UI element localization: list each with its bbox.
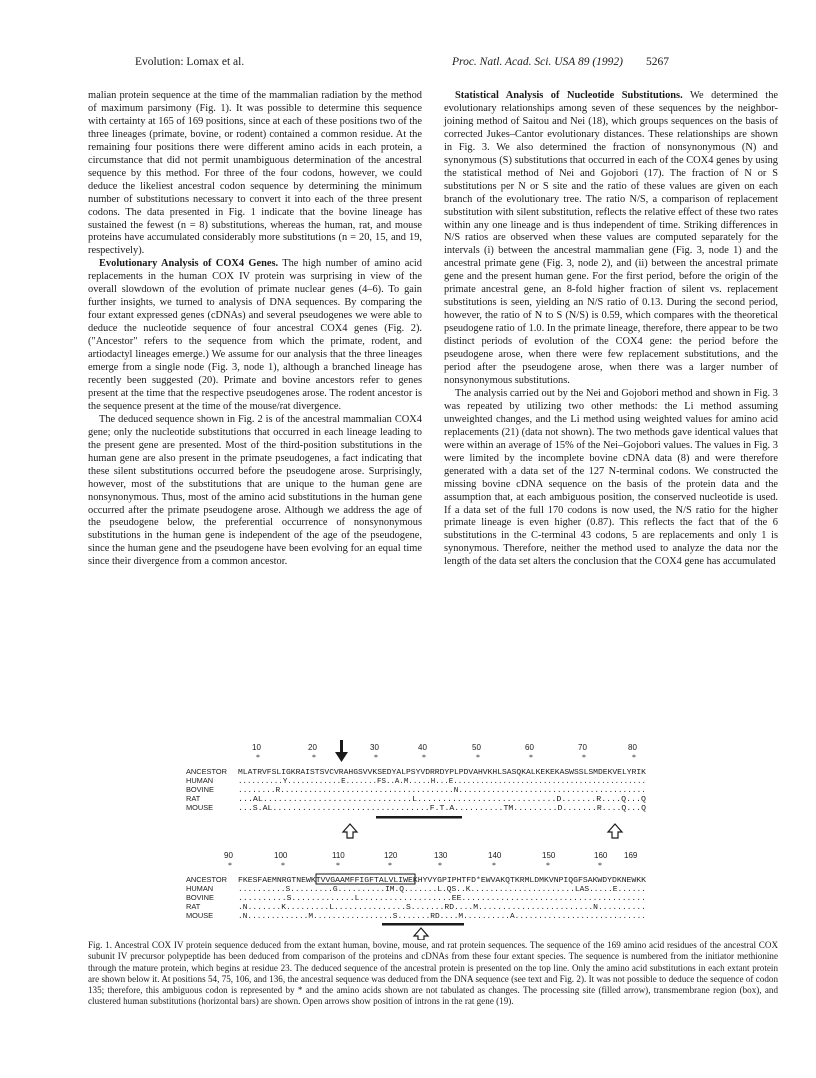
tick-label: 50: [472, 743, 481, 752]
star-mark: *: [228, 861, 232, 870]
sequence-row: .N.......K.........L...............S.......RD....M........................N..........: [238, 904, 646, 912]
star-mark: *: [492, 861, 496, 870]
block2-stars: [228, 861, 602, 870]
row-label: MOUSE: [186, 911, 214, 920]
paragraph: The deduced sequence shown in Fig. 2 is of the ancestral mammalian COX4 gene; only the nucleotide substitutions that occurred in each lineage leading to the present gene are presented. Most of the third-position substitutions in the human gene are also present in the primate pseudogenes, a fact indicating that these silent substitutions occurred before the pseudogene arose. Surprisingly, however, most of the substitutions that are unique to the human gene are nonsynonymous. Thus, most of the amino acid substitutions in the human gene occurred after the primate pseudogene arose. Although we address the age of the pseudogene below, the preferential occurrence of nonsynonymous substitutions in the human gene is independent of the age of the pseudogene, since the human gene and the pseudogene have been evolving for an equal time since their divergence from a common ancestor.: [88, 413, 422, 568]
star-mark: *: [422, 753, 426, 762]
star-mark: *: [632, 753, 636, 762]
sequence-row: ..........S.........G..........IM.Q.......L.QS..K......................LAS.....E......: [238, 886, 646, 894]
row-label: RAT: [186, 794, 201, 803]
processing-site-arrow-icon: [335, 740, 348, 762]
star-mark: *: [336, 861, 340, 870]
block2-labels: [186, 875, 227, 920]
running-header-left: Evolution: Lomax et al.: [135, 56, 245, 68]
tick-label: 120: [384, 851, 398, 860]
sequence-row: ........R.....................................N........................................: [238, 787, 646, 795]
star-mark: *: [374, 753, 378, 762]
tick-label: 100: [274, 851, 288, 860]
block1-labels: [186, 767, 227, 812]
paragraph: [444, 90, 778, 388]
tick-label: 160: [594, 851, 608, 860]
paragraph: [88, 258, 422, 413]
page-number: 5267: [646, 56, 669, 68]
intron-open-arrow-icon: [608, 824, 622, 838]
paragraph-body: The high number of amino acid replacements in the human COX IV protein was surprising in view of the overall slowdown of the evolution of primate nuclear genes (4–6). To gain further insights, we turned to analysis of DNA sequences. By comparing the four extant expressed genes (cDNAs) and several pseudogenes we were able to deduce the nucleotide sequence of four ancestral COX4 genes (Fig. 2). ("Ancestor" refers to the sequence from which the primate, rodent, and artiodactyl lineages emerge.) We assume for our analysis that the three lineages emerge from a single node (Fig. 3, node 1), although a branched lineage has recently been suggested (20). Primate and bovine ancestors refer to genes present at the time that the respective pseudogenes arose. The rodent ancestor is the sequence present at the time of the mouse/rat divergence.: [88, 258, 423, 412]
caption-label: Fig. 1.: [88, 940, 112, 950]
left-column: [88, 90, 422, 569]
row-label: HUMAN: [186, 884, 214, 893]
sequence-row: MLATRVFSLIGKRAISTSVCVRAHGSVVKSEDYALPSYVDRRDYPLPDVAHVKHLSASQKALKEKEKASWSSLSMDEKVELYRIK: [238, 769, 647, 777]
tick-label: 10: [252, 743, 261, 752]
row-label: HUMAN: [186, 776, 214, 785]
section-heading: Statistical Analysis of Nucleotide Substitutions.: [455, 90, 683, 101]
star-mark: *: [256, 753, 260, 762]
tick-label: 90: [224, 851, 233, 860]
star-mark: *: [281, 861, 285, 870]
sequence-row: ...AL..............................L............................D.......R....Q...Q: [238, 796, 647, 804]
star-mark: *: [529, 753, 533, 762]
block1-sequences: [238, 769, 646, 813]
sequence-row: FKESFAEMNRGTNEWKTVVGAAMFFIGFTALVLIWEKHYVYGPIPHTFD*EWVAKQTKRMLDMKVNPIQGFSAKWDYDKNEWKK: [238, 877, 647, 885]
block1-ticks: [252, 743, 637, 752]
star-mark: *: [388, 861, 392, 870]
sequence-row: ..........Y............E.......FS..A.M.....H...E...........................................: [238, 778, 646, 786]
star-mark: *: [312, 753, 316, 762]
tick-label: 80: [628, 743, 637, 752]
row-label: MOUSE: [186, 803, 214, 812]
sequence-row: ..........S.............L...................EE......................................: [238, 895, 646, 903]
sequence-row: .N.............M.................S.......RD....M..........A............................: [238, 913, 646, 921]
row-label: BOVINE: [186, 785, 214, 794]
block2-ticks: [224, 851, 638, 860]
star-mark: *: [546, 861, 550, 870]
row-label: BOVINE: [186, 893, 214, 902]
row-label: ANCESTOR: [186, 875, 227, 884]
star-mark: *: [598, 861, 602, 870]
tick-label: 40: [418, 743, 427, 752]
row-label: RAT: [186, 902, 201, 911]
tick-label: 70: [578, 743, 587, 752]
tick-label: 169: [624, 851, 638, 860]
running-header-journal: Proc. Natl. Acad. Sci. USA 89 (1992): [452, 56, 623, 68]
sequence-row: ...S.AL................................F.T.A..........TM.........D.......R....Q...Q: [238, 805, 647, 813]
intron-open-arrow-icon: [414, 928, 428, 940]
block2-sequences: [238, 877, 646, 921]
star-mark: *: [582, 753, 586, 762]
tick-label: 150: [542, 851, 556, 860]
human-substitution-bar: [376, 816, 462, 819]
caption-text: Ancestral COX IV protein sequence deduced from the extant human, bovine, mouse, and rat protein sequences. The sequence of the 169 amino acid residues of the ancestral COX subunit IV precursor polypeptide has been deduced from comparison of the proteins and cDNAs from these four extant species. The sequence is numbered from the initiator methionine through the mature protein, which begins at residue 23. The deduced sequence of the ancestral protein is presented on the top line. Only the amino acid substitutions in each extant protein are shown below it. At positions 54, 75, 106, and 136, the ancestral sequence was deduced from the DNA sequence (see text and Fig. 2). It was not possible to deduce the sequence of codon 135; therefore, this ambiguous codon is represented by * and the amino acids shown are not tabulated as changes. The processing site (filled arrow), transmembrane region (box), and clustered human substitutions (horizontal bars) are shown. Open arrows show position of introns in the rat gene (19).: [88, 940, 779, 1007]
tick-label: 140: [488, 851, 502, 860]
tick-label: 130: [434, 851, 448, 860]
paragraph: The analysis carried out by the Nei and Gojobori method and shown in Fig. 3 was repeated by utilizing two other methods: the Li method assuming unweighted changes, and the Li method using weighted values for amino acid replacements (21) (data not shown). The two methods gave identical values that were within an average of 15% of the Nei–Gojobori values. The values in Fig. 3 were limited by the incomplete bovine cDNA data (8) and were therefore generated with a data set of the 127 N-terminal codons. We constructed the missing bovine cDNA sequence on the basis of the protein data and the assumption that, at each ambiguous position, the conserved nucleotide is used. If a data set of the full 170 codons is now used, the N/S ratio for the higher primate lineage is even higher (0.87). This reflects the fact that of the 6 substitutions in the C-terminal 43 codons, 5 are replacements and only 1 is synonymous. Therefore, neither the method used to analyze the data nor the length of the data set alters the conclusion that the COX4 gene has accumulated: [444, 387, 778, 568]
figure-caption: [88, 940, 778, 1008]
alignment-svg: [186, 740, 746, 940]
tick-label: 30: [370, 743, 379, 752]
human-substitution-bar: [382, 923, 464, 926]
star-mark: *: [438, 861, 442, 870]
tick-label: 60: [525, 743, 534, 752]
section-heading: Evolutionary Analysis of COX4 Genes.: [99, 258, 279, 270]
tick-label: 110: [332, 851, 345, 860]
tick-label: 20: [308, 743, 317, 752]
star-mark: *: [476, 753, 480, 762]
right-column: [444, 90, 778, 569]
paragraph-body: We determined the evolutionary relationships among seven of these sequences by the neighbor-joining method of Saitou and Nei (18), which groups sequences on the basis of corrected Jukes–Cantor evolutionary distances. These relationships are shown in Fig. 3. We also determined the fraction of nonsynonymous (N) and synonymous (S) substitutions that occurred in each of the COX4 genes by using the statistical method of Nei and Gojobori (17). The fraction of N or S substitutions per N or S site and the ratio of these values are given on each branch of the evolutionary tree. The ratio N/S, a comparison of replacement substitution with silent substitution, reflects the relative effect of these two rates within any one lineage and is thus independent of time. Striking differences in N/S ratios are observed when these values are computed separately for the intervals (i) between the ancestral mammalian gene (Fig. 3, node 1) and the ancestral primate gene (Fig. 3, node 2), and (ii) between the ancestral primate gene and the present human gene. For the first period, before the origin of the primate ancestral gene, an 8-fold higher fraction of silent vs. replacement substitutions is seen, yielding an N/S ratio of 0.13. During the second period, however, the ratio of N to S (N/S) is 0.59, which compares with the theoretical pseudogene ratio of 1.0. In the primate lineage, therefore, there appear to be two distinct periods of evolution of the COX4 gene: the period before the pseudogene arose, when there were few replacement substitutions, and the period after the pseudogene arose, when there was a larger number of nonsynonymous substitutions.: [444, 90, 778, 386]
caption-paragraph: [88, 940, 778, 1008]
row-label: ANCESTOR: [186, 767, 227, 776]
intron-open-arrow-icon: [343, 824, 357, 838]
paragraph: malian protein sequence at the time of the mammalian radiation by the method of maximum parsimony (Fig. 1). It was possible to determine this sequence with certainty at 165 of 169 positions, since at each of these positions two of the three lineages (primate, bovine, or rodent) contained a common residue. At the remaining four positions there were different amino acids in each protein, a circumstance that did not permit unambiguous determination of the ancestral sequence by this method. For three of the four codons, however, we could deduce the likeliest ancestral codon sequence by determining the minimum number of substitutions necessary to convert it into each of the three present codons. The data presented in Fig. 1 indicate that the bovine lineage has sustained the fewest (n = 8) substitutions, whereas the human, rat, and mouse proteins have accumulated considerably more substitutions (n = 20, 15, and 19, respectively).: [88, 90, 422, 257]
block1-stars: [256, 753, 636, 762]
